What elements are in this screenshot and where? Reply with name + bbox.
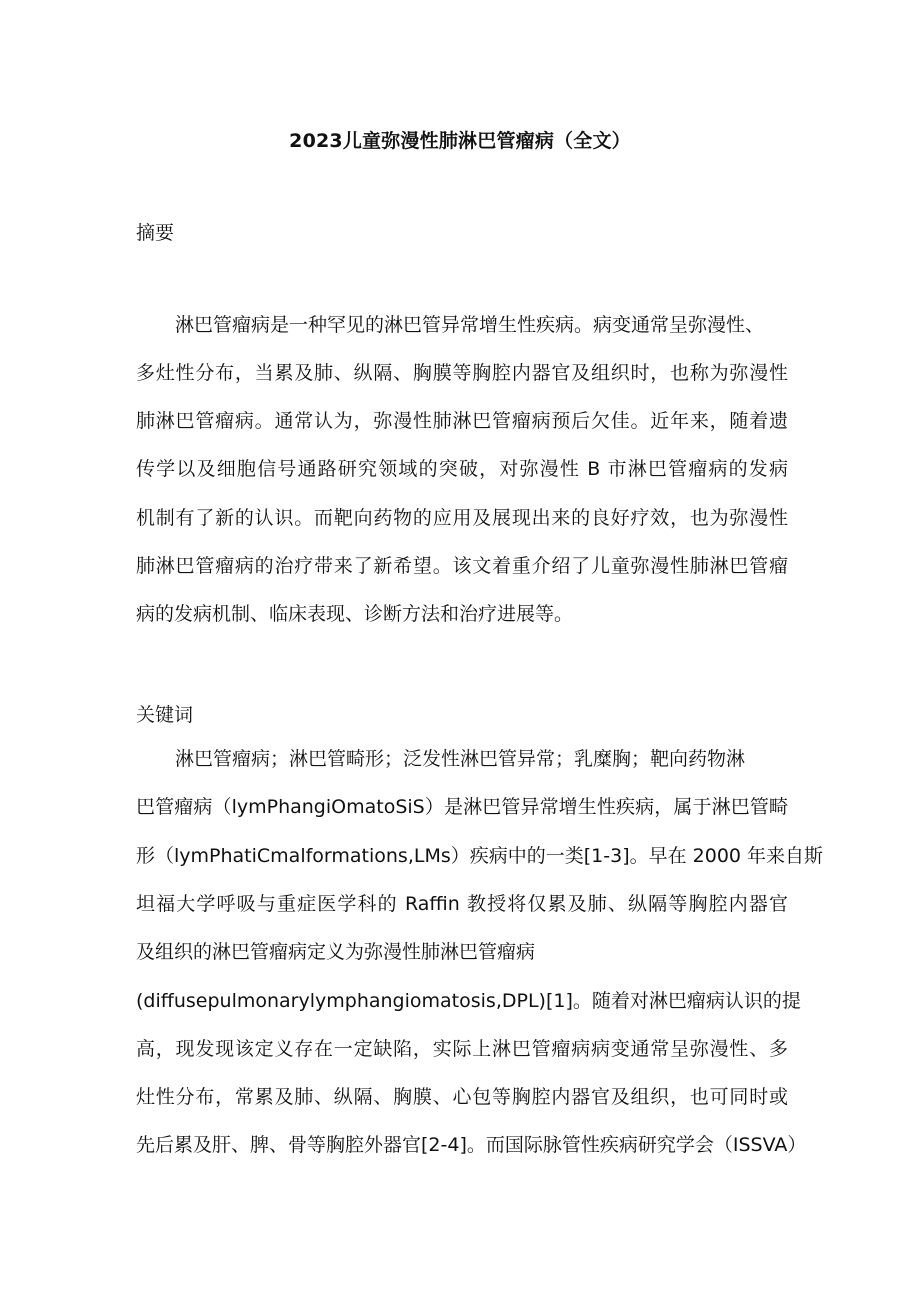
body-line: 灶性分布，常累及肺、纵隔、胸膜、心包等胸腔内器官及组织，也可同时或 (136, 1086, 788, 1108)
abstract-line: 传学以及细胞信号通路研究领域的突破，对弥漫性 B 市淋巴管瘤病的发病 (136, 458, 788, 480)
body-line: 形（lymPhatiCmalformations,LMs）疾病中的一类[1-3]。早在 2000 年来自斯 (136, 845, 824, 867)
abstract-line: 淋巴管瘤病是一种罕见的淋巴管异常增生性疾病。病变通常呈弥漫性、 (175, 314, 765, 336)
abstract-line: 病的发病机制、临床表现、诊断方法和治疗进展等。 (136, 603, 574, 625)
body-line: 先后累及肝、脾、骨等胸腔外器官[2-4]。而国际脉管性疾病研究学会（ISSVA） (136, 1134, 807, 1156)
body-line: 高，现发现该定义存在一定缺陷，实际上淋巴管瘤病病变通常呈弥漫性、多 (136, 1038, 788, 1060)
body-line: 及组织的淋巴管瘤病定义为弥漫性肺淋巴管瘤病 (136, 941, 536, 963)
abstract-line: 肺淋巴管瘤病。通常认为，弥漫性肺淋巴管瘤病预后欠佳。近年来，随着遗 (136, 410, 788, 432)
body-line: 淋巴管瘤病；淋巴管畸形；泛发性淋巴管异常；乳糜胸；靶向药物淋 (175, 748, 746, 770)
abstract-line: 机制有了新的认识。而靶向药物的应用及展现出来的良好疗效，也为弥漫性 (136, 507, 788, 529)
body-line: 巴管瘤病（lymPhangiOmatoSiS）是淋巴管异常增生性疾病，属于淋巴管畸 (136, 796, 788, 818)
abstract-line: 多灶性分布，当累及肺、纵隔、胸膜等胸腔内器官及组织时，也称为弥漫性 (136, 362, 788, 384)
body-line: (diffusepulmonarylymphangiomatosis,DPL)[1]。随着对淋巴瘤病认识的提 (136, 990, 801, 1012)
body-line: 坦福大学呼吸与重症医学科的 Raffin 教授将仅累及肺、纵隔等胸腔内器官 (136, 893, 788, 915)
keywords-heading: 关键词 (136, 704, 194, 726)
abstract-heading: 摘要 (136, 222, 175, 244)
abstract-line: 肺淋巴管瘤病的治疗带来了新希望。该文着重介绍了儿童弥漫性肺淋巴管瘤 (136, 555, 788, 577)
document-title: 2023儿童弥漫性肺淋巴管瘤病（全文） (289, 130, 631, 152)
